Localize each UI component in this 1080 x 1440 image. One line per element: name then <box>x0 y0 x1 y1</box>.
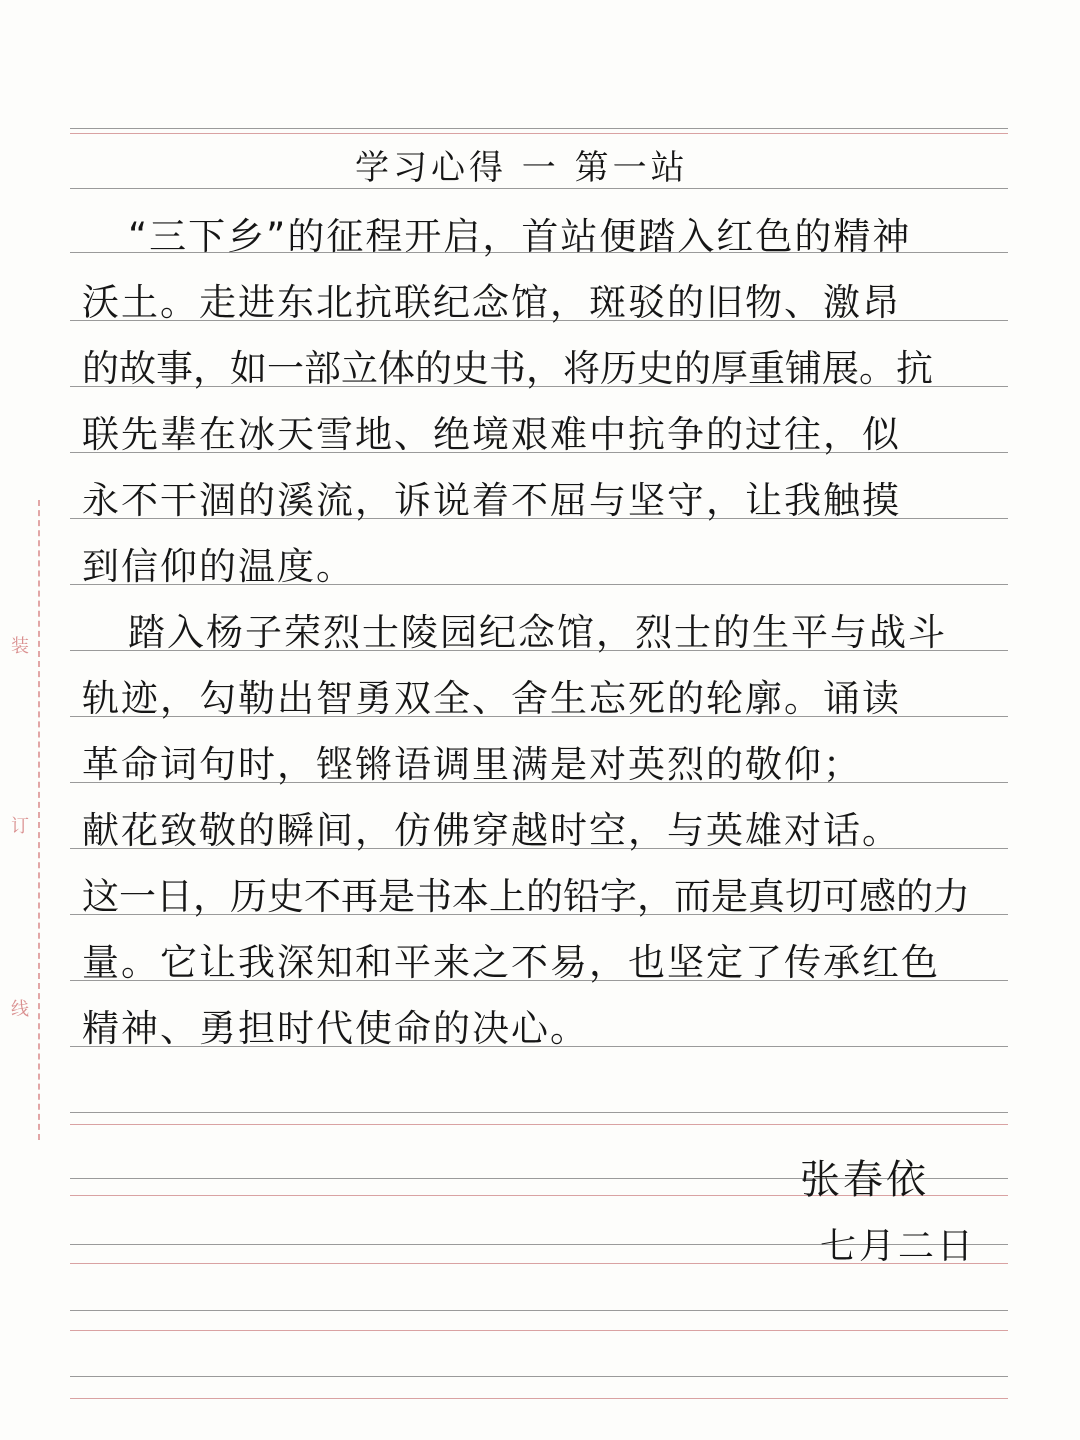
date: 七月二日 <box>820 1226 977 1267</box>
signature: 张春依 <box>800 1157 929 1203</box>
body-line-4: 联先辈在冰天雪地、绝境艰难中抗争的过往，似 <box>82 413 901 456</box>
rule-line <box>70 1124 1008 1125</box>
binding-line <box>38 500 40 1140</box>
rule-line <box>70 1398 1008 1399</box>
body-line-11: 这一日，历史不再是书本上的铅字，而是真切可感的力 <box>82 875 970 918</box>
rule-line <box>70 1112 1008 1113</box>
rule-line <box>70 1310 1008 1311</box>
rule-line <box>70 1330 1008 1331</box>
body-line-2: 沃土。走进东北抗联纪念馆，斑驳的旧物、激昂 <box>82 281 901 324</box>
body-line-8: 轨迹，勾勒出智勇双全、舍生忘死的轮廓。诵读 <box>82 677 901 720</box>
body-line-1: “三下乡”的征程开启，首站便踏入红色的精神 <box>128 215 912 258</box>
body-line-9: 革命词句时，铿锵语调里满是对英烈的敬仰； <box>82 743 862 786</box>
binding-char-zhuang: 装 <box>11 636 29 657</box>
body-line-6: 到信仰的温度。 <box>82 545 355 588</box>
body-line-13: 精神、勇担时代使命的决心。 <box>82 1007 589 1050</box>
rule-line <box>70 1376 1008 1377</box>
binding-char-ding: 订 <box>11 816 29 837</box>
rule-line <box>70 133 1008 134</box>
body-line-7: 踏入杨子荣烈士陵园纪念馆，烈士的生平与战斗 <box>128 611 947 654</box>
rule-line <box>70 128 1008 129</box>
binding-char-xian: 线 <box>11 999 29 1020</box>
page-title: 学习心得 一 第一站 <box>355 148 689 188</box>
body-line-5: 永不干涸的溪流，诉说着不屈与坚守，让我触摸 <box>82 479 901 522</box>
body-line-3: 的故事，如一部立体的史书，将历史的厚重铺展。抗 <box>82 347 933 390</box>
body-line-10: 献花致敬的瞬间，仿佛穿越时空，与英雄对话。 <box>82 809 901 852</box>
body-line-12: 量。它让我深知和平来之不易，也坚定了传承红色 <box>82 941 940 984</box>
